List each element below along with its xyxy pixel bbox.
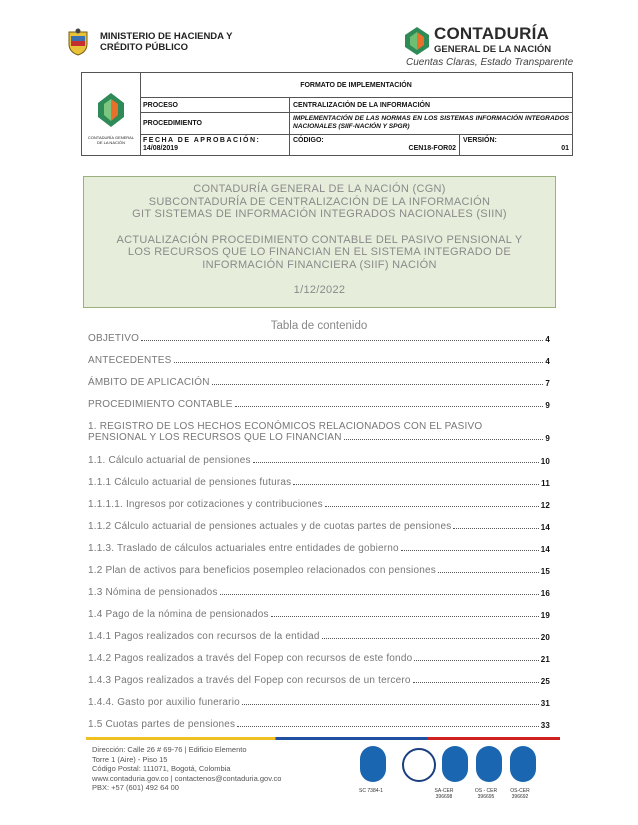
toc-leader-dots [174,362,544,363]
proceso-row [140,98,572,113]
fecha-cell [140,135,290,155]
toc-entry[interactable] [88,609,550,620]
toc-entry[interactable] [88,565,550,576]
toc-entry-row [88,521,550,532]
toc-entry[interactable] [88,377,550,388]
toc-entry-row [88,697,550,708]
codigo-cell [290,135,460,155]
toc-entry-row [88,432,550,443]
toc-page-number: 11 [541,479,550,488]
toc-entry-label: OBJETIVO [88,333,140,344]
toc-entry-label: PENSIONAL Y LOS RECURSOS QUE LO FINANCIAN [88,432,342,443]
toc-entry[interactable] [88,719,550,730]
proceso-label: PROCESO [140,98,290,112]
ministry-name-line2: CRÉDITO PÚBLICO [100,42,188,53]
toc-entry-row [88,499,550,510]
cgn-tagline: Cuentas Claras, Estado Transparente [406,57,574,68]
fecha-label: FECHA DE APROBACIÓN: [143,137,261,144]
toc-leader-dots [438,572,539,573]
proceso-value: CENTRALIZACIÓN DE LA INFORMACIÓN [293,102,431,109]
toc-entry-row [88,333,550,344]
toc-entry[interactable] [88,587,550,598]
toc-leader-dots [242,704,539,705]
codigo-label: CÓDIGO: [293,137,324,144]
toc-page-number: 25 [540,677,550,686]
certification-code: OS - CER 396695 [474,788,498,800]
toc-entry-label: ANTECEDENTES [88,355,172,366]
cover-banner [83,176,556,308]
banner-line-1: CONTADURÍA GENERAL DE LA NACIÓN (CGN) [193,183,446,195]
toc-leader-dots [413,682,539,683]
toc-entry-row [88,587,550,598]
toc-entry-label: 1.1. Cálculo actuarial de pensiones [88,455,251,466]
toc-entry[interactable] [88,675,550,686]
toc-page-number: 9 [545,434,550,443]
banner-line-2: SUBCONTADURÍA DE CENTRALIZACIÓN DE LA INFORMACIÓN [148,195,491,208]
toc-leader-dots [141,340,543,341]
toc-page-number: 7 [545,379,550,388]
toc-entry[interactable] [88,477,550,488]
cgn-mark-icon [404,26,430,56]
toc-leader-dots [344,439,544,440]
version-cell [460,135,572,155]
toc-entry-row [88,609,550,620]
procedimiento-value: IMPLEMENTACIÓN DE LAS NORMAS EN LOS SISTEMAS INFORMACIÓN INTEGRADOS NACIONALES (SIIF-NACIÓN Y SPGR) [293,115,569,130]
toc-entry[interactable] [88,697,550,708]
toc-entry[interactable] [88,543,550,554]
toc-entry-row [88,355,550,366]
toc-page-number: 33 [540,721,550,730]
toc-leader-dots [325,506,539,507]
toc-entry-label: 1.1.2 Cálculo actuarial de pensiones actuales y de cuotas partes de pensiones [88,521,452,532]
toc-entry[interactable] [88,333,550,344]
toc-leader-dots [293,484,539,485]
toc-entry[interactable] [88,455,550,466]
toc-leader-dots [453,528,538,529]
footer-color-bar [86,737,560,740]
icontec-seal-icon [476,746,502,782]
toc-leader-dots [220,594,539,595]
toc-page-number: 21 [540,655,550,664]
format-title-row [140,73,572,98]
format-title: FORMATO DE IMPLEMENTACIÓN [300,82,412,89]
footer-line-3: Código Postal: 111071, Bogotá, Colombia [92,764,231,774]
cgn-subtitle: GENERAL DE LA NACIÓN [434,44,552,55]
toc-leader-dots [414,660,538,661]
toc-entry[interactable] [88,399,550,410]
toc-entry-label: 1.5 Cuotas partes de pensiones [88,719,236,730]
toc-leader-dots [235,406,544,407]
toc-entry[interactable] [88,631,550,642]
toc-page-number: 14 [540,545,550,554]
toc-page-number: 12 [540,501,550,510]
footer-line-2: Torre 1 (Aire) - Piso 15 [92,754,168,764]
cgn-logo [404,22,574,70]
toc-page-number: 16 [540,589,550,598]
toc-title: Tabla de contenido [270,320,368,332]
toc-entry[interactable] [88,421,550,443]
coat-of-arms-icon [66,28,90,56]
toc-entry-label: 1.2 Plan de activos para beneficios posempleo relacionados con pensiones [88,565,436,576]
footer-line-5: PBX: +57 (601) 492 64 00 [92,783,179,793]
toc-entry-label: 1.4.2 Pagos realizados a través del Fopep con recursos de este fondo [88,653,413,664]
toc-entry-row [88,653,550,664]
toc-entry-label: 1.1.1.1. Ingresos por cotizaciones y contribuciones [88,499,323,510]
toc-entry-label: 1.1.1 Cálculo actuarial de pensiones futuras [88,477,292,488]
toc-entry-row [88,675,550,686]
banner-line-3: GIT SISTEMAS DE INFORMACIÓN INTEGRADOS NACIONALES (SIIN) [132,208,507,220]
toc-entry[interactable] [88,355,550,366]
toc-entry-label: 1.4.1 Pagos realizados con recursos de la entidad [88,631,320,642]
toc-page-number: 20 [540,633,550,642]
iqnet-seal-icon [402,748,436,782]
banner-date: 1/12/2022 [293,284,346,296]
toc-entry-row [88,399,550,410]
cgn-small-logo-icon [96,91,126,131]
toc-entry-row [88,455,550,466]
format-table-logo [82,73,141,155]
toc-page-number: 4 [545,357,550,366]
toc-entry-label: 1.1.3. Traslado de cálculos actuariales entre entidades de gobierno [88,543,399,554]
banner-line-5: LOS RECURSOS QUE LO FINANCIAN EN EL SISTEMA INTEGRADO DE [127,246,512,258]
banner-line-4: ACTUALIZACIÓN PROCEDIMIENTO CONTABLE DEL PASIVO PENSIONAL Y [116,233,523,246]
toc-leader-dots [237,726,538,727]
banner-line-6: INFORMACIÓN FINANCIERA (SIIF) NACIÓN [202,258,437,271]
toc-leader-dots [401,550,539,551]
procedimiento-row [140,113,572,135]
footer-line-4[interactable]: www.contaduria.gov.co | contactenos@contaduria.gov.co [92,773,282,783]
procedimiento-label: PROCEDIMIENTO [140,113,290,134]
toc-page-number: 14 [540,523,550,532]
cgn-name: CONTADURÍA [434,24,550,43]
version-value: 01 [561,145,569,152]
toc-entry-row [88,543,550,554]
format-table [81,72,573,156]
toc-page-number: 10 [540,457,550,466]
toc-entry[interactable] [88,499,550,510]
footer-line-1: Dirección: Calle 26 # 69-76 | Edificio Elemento [92,745,247,754]
format-table-logo-text: CONTADURÍA GENERAL DE LA NACIÓN [87,135,135,145]
toc-entry-row [88,719,550,730]
toc-entry[interactable] [88,521,550,532]
icontec-seal-icon [510,746,536,782]
icontec-seal-icon [360,746,386,782]
ministry-logo [66,26,246,60]
toc-entry-label: 1.4.4. Gasto por auxilio funerario [88,697,240,708]
toc-page-number: 4 [545,335,550,344]
toc-page-number: 19 [540,611,550,620]
toc-entry-label: ÁMBITO DE APLICACIÓN [88,377,210,388]
certification-code: SC 7384-1 [359,788,383,794]
fecha-row [140,135,572,155]
toc-entry-row [88,631,550,642]
icontec-seal-icon [442,746,468,782]
toc-entry-label: 1.4.3 Pagos realizados a través del Fopep con recursos de un tercero [88,675,411,686]
version-label: VERSIÓN: [463,137,497,144]
certification-code: OS-CER 396692 [510,788,530,800]
toc-leader-dots [212,384,544,385]
toc-entry-label-line1: 1. REGISTRO DE LOS HECHOS ECONÓMICOS RELACIONADOS CON EL PASIVO [88,421,483,432]
toc-page-number: 15 [540,567,550,576]
toc-entry-row [88,377,550,388]
toc-leader-dots [253,462,539,463]
toc-entry[interactable] [88,653,550,664]
toc-leader-dots [271,616,539,617]
fecha-value: 14/08/2019 [143,145,179,152]
footer-address [92,745,281,793]
toc-entry-label: PROCEDIMIENTO CONTABLE [88,399,233,410]
certification-code: SA-CER 396698 [434,788,454,800]
toc-entry-row [88,477,550,488]
toc-entry-label: 1.4 Pago de la nómina de pensionados [88,609,269,620]
ministry-name-line1: MINISTERIO DE HACIENDA Y [100,31,233,42]
toc-page-number: 31 [540,699,550,708]
toc-page-number: 9 [545,401,550,410]
toc-leader-dots [322,638,539,639]
toc-entry-row [88,565,550,576]
codigo-value: CEN18-FOR02 [408,145,456,152]
toc-entry-label: 1.3 Nómina de pensionados [88,587,218,598]
